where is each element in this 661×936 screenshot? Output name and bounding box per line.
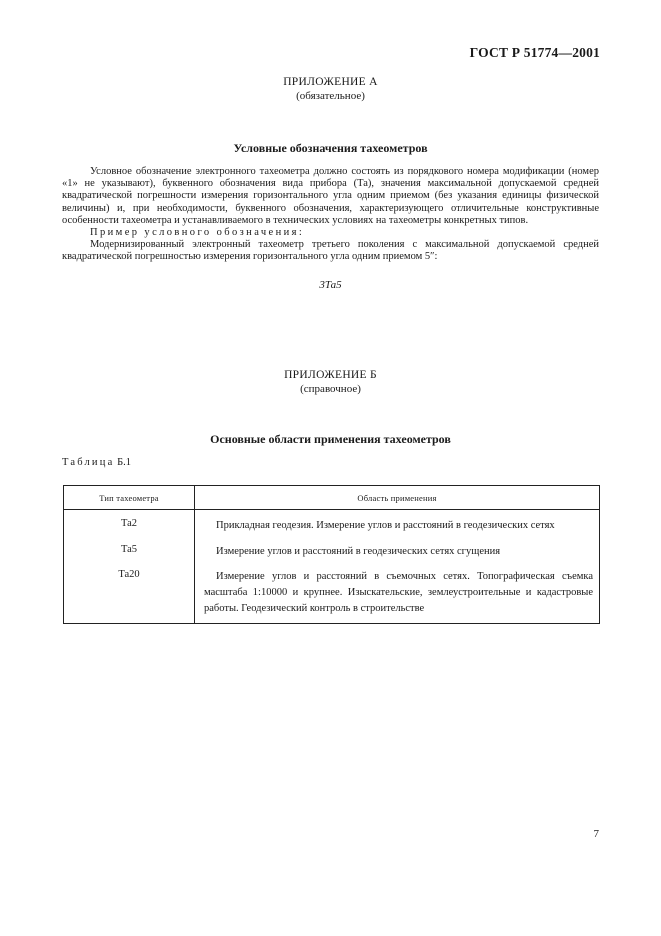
application-table xyxy=(63,485,600,624)
column-header-area: Область применения xyxy=(195,486,600,510)
annex-b-status: (справочное) xyxy=(300,383,361,395)
table-row xyxy=(64,560,600,624)
annex-a-status: (обязательное) xyxy=(296,90,365,102)
area-cell: Прикладная геодезия. Измерение углов и расстояний в геодезических сетях xyxy=(195,510,600,536)
standard-code: ГОСТ Р 51774—2001 xyxy=(469,45,600,60)
page-number: 7 xyxy=(593,828,599,840)
table-header-row xyxy=(64,486,600,510)
type-cell: Та20 xyxy=(64,560,195,624)
area-cell: Измерение углов и расстояний в геодезических сетях сгущения xyxy=(195,535,600,560)
table-row xyxy=(64,535,600,560)
type-cell: Та2 xyxy=(64,510,195,536)
annex-b-heading: Основные области применения тахеометров xyxy=(210,432,451,446)
table-caption: Таблица Б.1 xyxy=(62,457,131,468)
column-header-type: Тип тахеометра xyxy=(64,486,195,510)
designation-paragraph: Условное обозначение электронного тахеометра должно состоять из порядкового номера модификации (номер «1» не указывают), буквенного обозначения вида прибора (Та), значения максимальной допускаемой средней квадратической погрешности измерения горизонтального угла одним приемом (без указания единицы физической величины) и, при необходимости, буквенного обозначения, характеризующего отличительные конструктивные особенности тахеометра и устанавливаемого в технических условиях на тахеометры конкретных типов. xyxy=(62,166,599,226)
example-label: Пример условного обозначения: xyxy=(90,227,305,239)
table-row xyxy=(64,510,600,536)
annex-a-heading: Условные обозначения тахеометров xyxy=(233,141,428,155)
annex-b-title: ПРИЛОЖЕНИЕ Б xyxy=(284,369,377,381)
annex-a-body xyxy=(62,166,599,264)
annex-a-title: ПРИЛОЖЕНИЕ А xyxy=(283,76,378,88)
example-designation: 3Та5 xyxy=(319,279,342,291)
example-text: Модернизированный электронный тахеометр третьего поколения с максимальной допускаемой средней квадратической погрешностью измерения горизонтального угла одним приемом 5″: xyxy=(62,239,599,263)
type-cell: Та5 xyxy=(64,535,195,560)
area-cell: Измерение углов и расстояний в съемочных сетях. Топографическая съемка масштаба 1:10000 и крупнее. Изыскательские, землеустроительные и кадастровые работы. Геодезический контроль в строительстве xyxy=(195,560,600,624)
